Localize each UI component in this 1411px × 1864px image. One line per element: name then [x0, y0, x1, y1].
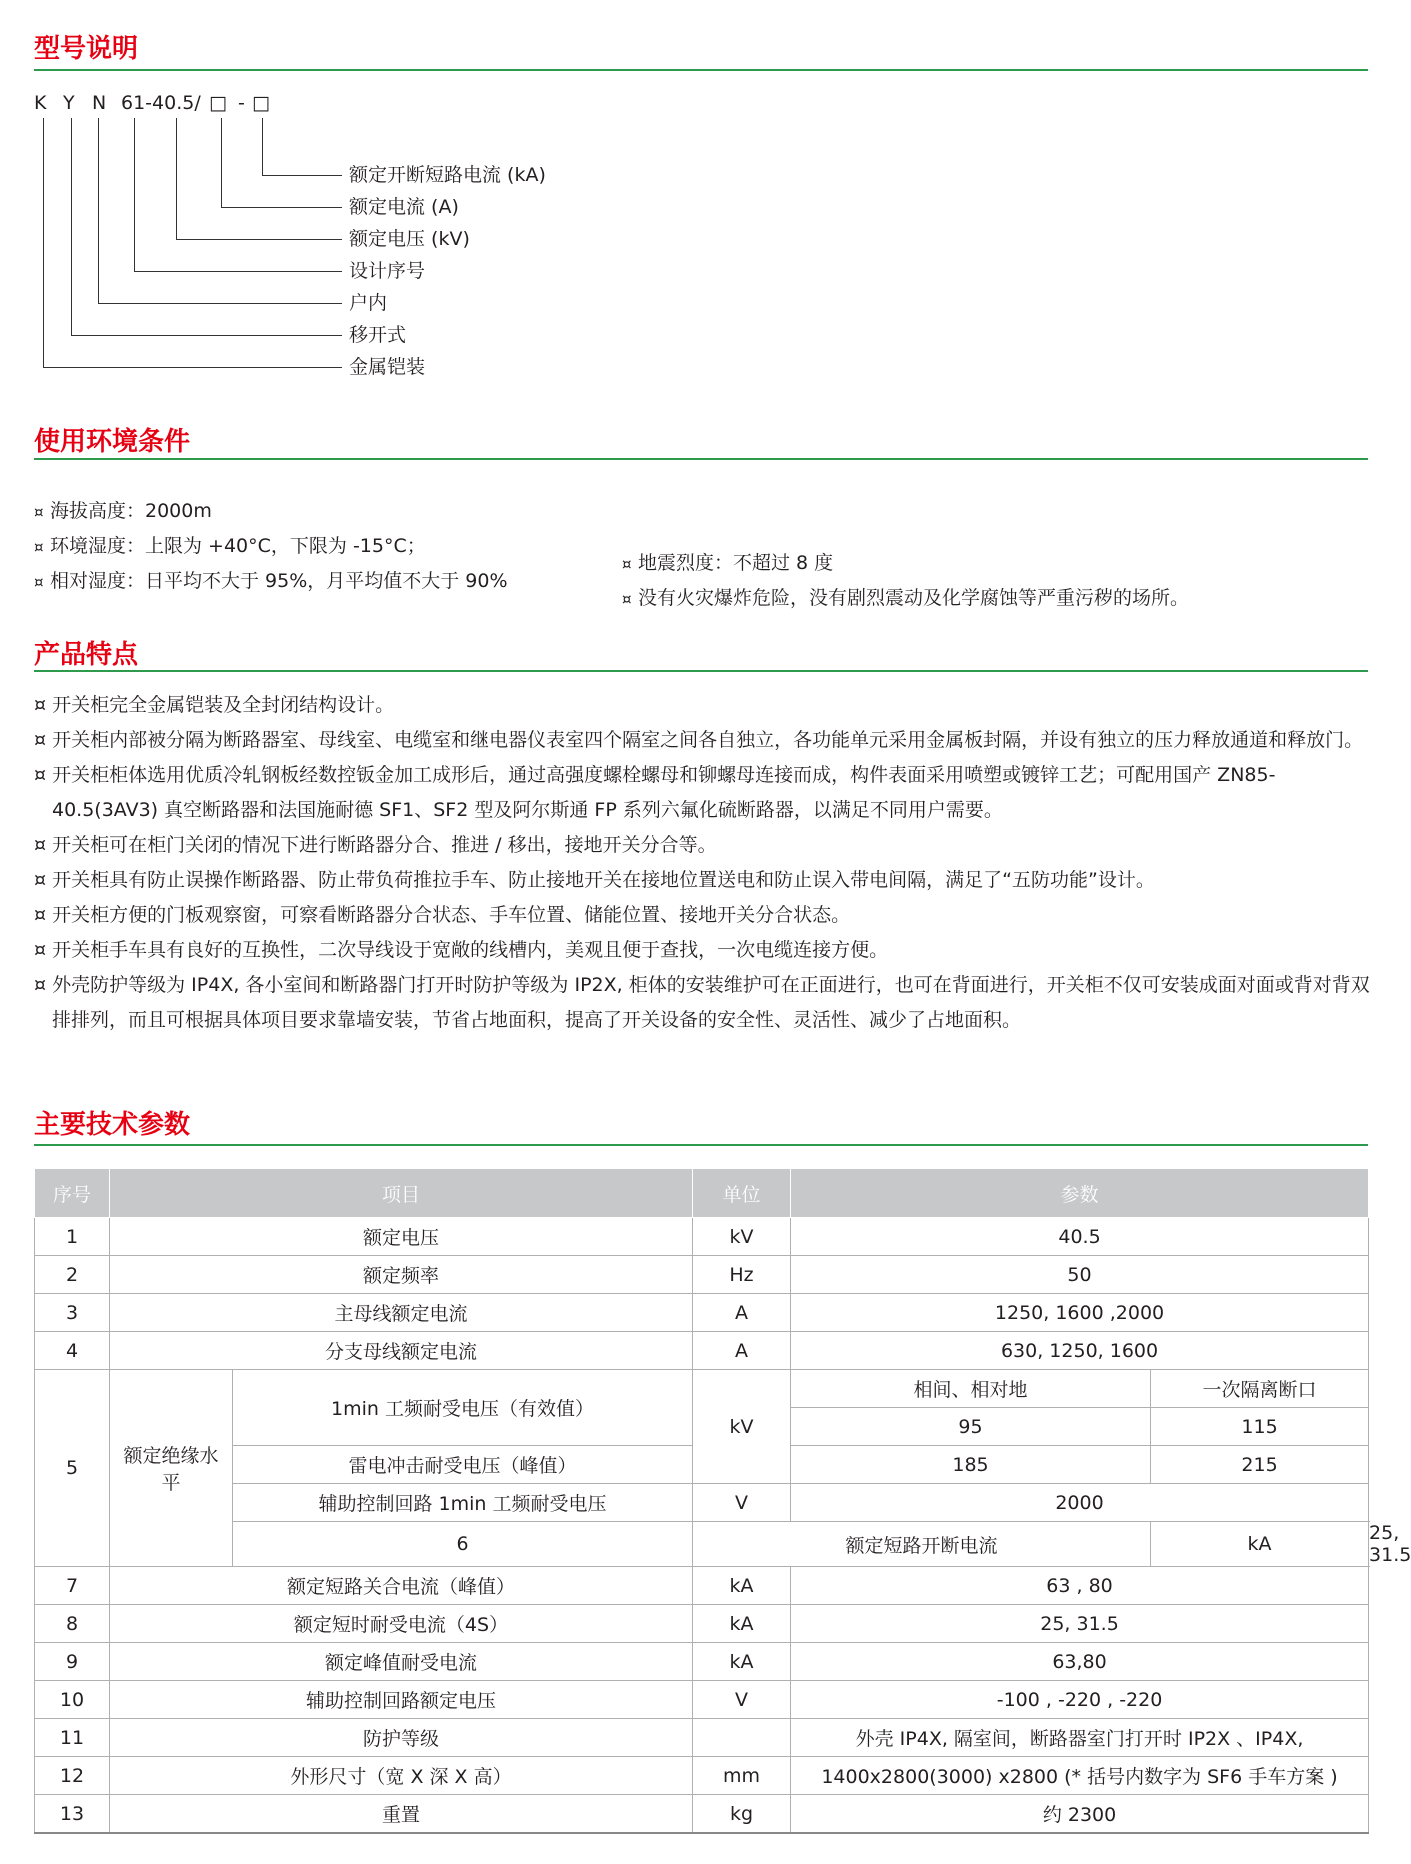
list-item: ¤ 地震烈度：不超过 8 度 — [622, 546, 1189, 581]
list-item: ¤ 开关柜方便的门板观察窗，可察看断路器分合状态、手车位置、储能位置、接地开关分合状态。 — [34, 904, 851, 926]
table-row: 4 分支母线额定电流 A 630, 1250, 1600 — [35, 1332, 1369, 1370]
table-row: 10 辅助控制回路额定电压 V -100 , -220 , -220 — [35, 1681, 1369, 1719]
bullet-icon: ¤ — [34, 904, 47, 926]
desc-metal-clad: 金属铠装 — [349, 356, 426, 378]
env-right-list — [622, 546, 1189, 616]
code-dash: - — [238, 92, 245, 114]
bullet-icon: ¤ — [34, 694, 47, 716]
list-item: ¤ 开关柜手车具有良好的互换性，二次导线设于宽敞的线槽内，美观且便于查找，一次电缆连接方便。 — [34, 939, 889, 961]
table-row: 13 重置 kg 约 2300 — [35, 1795, 1369, 1834]
bullet-icon: ¤ — [34, 834, 47, 856]
code-k: K — [34, 92, 47, 114]
table-row: 6 额定短路开断电流 kA 25, 31.5 — [35, 1522, 1369, 1567]
features-list — [34, 688, 1374, 1038]
col-header-no: 序号 — [35, 1169, 110, 1218]
list-item: ¤ 没有火灾爆炸危险，没有剧烈震动及化学腐蚀等严重污秽的场所。 — [622, 581, 1189, 616]
list-item: ¤ 开关柜完全金属铠装及全封闭结构设计。 — [34, 694, 395, 716]
bullet-icon: ¤ — [34, 503, 44, 521]
list-item: ¤ 开关柜内部被分隔为断路器室、母线室、电缆室和继电器仪表室四个隔室之间各自独立，各功能单元采用金属板封隔，并设有独立的压力释放通道和释放门。 — [34, 729, 1364, 751]
bullet-icon: ¤ — [34, 974, 47, 996]
list-item: ¤ 开关柜柜体选用优质冷轧钢板经数控钣金加工成形后，通过高强度螺栓螺母和铆螺母连接而成，构件表面采用喷塑或镀锌工艺；可配用国产 ZN85-40.5(3AV3) 真空断路器和法国施耐德 SF1、SF2 型及阿尔斯通 FP 系列六氟化硫断路器，以满足不同用户需要。 — [34, 764, 1276, 821]
desc-indoor: 户内 — [349, 292, 388, 314]
table-row: 9 额定峰值耐受电流 kA 63,80 — [35, 1643, 1369, 1681]
bullet-icon: ¤ — [622, 555, 632, 573]
section-title-specs: 主要技术参数 — [34, 1110, 191, 1140]
table-row: 12 外形尺寸（宽 X 深 X 高） mm 1400x2800(3000) x2800 (* 括号内数字为 SF6 手车方案 ) — [35, 1757, 1369, 1795]
section-title-environment: 使用环境条件 — [34, 427, 191, 457]
table-row: 11 防护等级 外壳 IP4X, 隔室间，断路器室门打开时 IP2X 、IP4X, — [35, 1719, 1369, 1757]
col-header-param: 参数 — [791, 1169, 1369, 1218]
insulation-group-label: 额定绝缘水平 — [110, 1370, 233, 1567]
table-row: 5 额定绝缘水平 1min 工频耐受电压（有效值） kV 相间、相对地 一次隔离断口 — [35, 1370, 1369, 1408]
desc-breaking-current: 额定开断短路电流 (kA) — [349, 164, 546, 186]
sub-header-phase: 相间、相对地 — [791, 1370, 1151, 1408]
bullet-icon: ¤ — [34, 939, 47, 961]
table-row: 雷电冲击耐受电压（峰值） 185 215 — [35, 1446, 1369, 1484]
bullet-icon: ¤ — [34, 764, 47, 786]
desc-design-serial: 设计序号 — [349, 260, 426, 282]
list-item: ¤ 开关柜具有防止误操作断路器、防止带负荷推拉手车、防止接地开关在接地位置送电和防止误入带电间隔，满足了“五防功能”设计。 — [34, 869, 1155, 891]
table-row: 2 额定频率 Hz 50 — [35, 1256, 1369, 1294]
table-row: 95 115 — [35, 1408, 1369, 1446]
desc-withdrawable: 移开式 — [349, 324, 407, 346]
sub-header-isolation: 一次隔离断口 — [1151, 1370, 1369, 1408]
bullet-icon: ¤ — [34, 729, 47, 751]
table-row: 8 额定短时耐受电流（4S） kA 25, 31.5 — [35, 1605, 1369, 1643]
table-row: 3 主母线额定电流 A 1250, 1600 ,2000 — [35, 1294, 1369, 1332]
col-header-unit: 单位 — [693, 1169, 791, 1218]
code-box-breaking: □ — [252, 92, 270, 114]
col-header-item: 项目 — [110, 1169, 693, 1218]
list-item: ¤ 环境湿度：上限为 +40°C，下限为 -15°C； — [34, 529, 508, 564]
table-header — [35, 1169, 1369, 1218]
section-rule — [34, 458, 1368, 460]
bullet-icon: ¤ — [34, 869, 47, 891]
bullet-icon: ¤ — [622, 590, 632, 608]
section-title-model: 型号说明 — [34, 34, 139, 64]
list-item: ¤ 开关柜可在柜门关闭的情况下进行断路器分合、推进 / 移出，接地开关分合等。 — [34, 834, 717, 856]
section-rule — [34, 69, 1368, 71]
list-item: ¤ 外壳防护等级为 IP4X, 各小室间和断路器门打开时防护等级为 IP2X, 柜体的安装维护可在正面进行，也可在背面进行，开关柜不仅可安装成面对面或背对背双排排列，而且可根据具体项目要求靠墙安装，节省占地面积，提高了开关设备的安全性、灵活性、减少了占地面积。 — [34, 974, 1370, 1031]
bullet-icon: ¤ — [34, 538, 44, 556]
desc-rated-voltage: 额定电压 (kV) — [349, 228, 470, 250]
section-rule — [34, 1144, 1368, 1146]
desc-rated-current: 额定电流 (A) — [349, 196, 459, 218]
section-title-features: 产品特点 — [34, 640, 139, 670]
table-row: 辅助控制回路 1min 工频耐受电压 V 2000 — [35, 1484, 1369, 1522]
table-row: 1 额定电压 kV 40.5 — [35, 1218, 1369, 1256]
bullet-icon: ¤ — [34, 573, 44, 591]
code-n: N — [92, 92, 107, 114]
spec-table — [34, 1168, 1411, 1834]
table-row: 7 额定短路关合电流（峰值） kA 63 , 80 — [35, 1567, 1369, 1605]
code-design: 61-40.5/ — [121, 92, 201, 114]
env-left-list — [34, 494, 508, 599]
list-item: ¤ 相对湿度：日平均不大于 95%，月平均值不大于 90% — [34, 564, 508, 599]
list-item: ¤ 海拔高度：2000m — [34, 494, 508, 529]
code-box-current: □ — [209, 92, 227, 114]
section-rule — [34, 670, 1368, 672]
code-y: Y — [63, 92, 75, 114]
